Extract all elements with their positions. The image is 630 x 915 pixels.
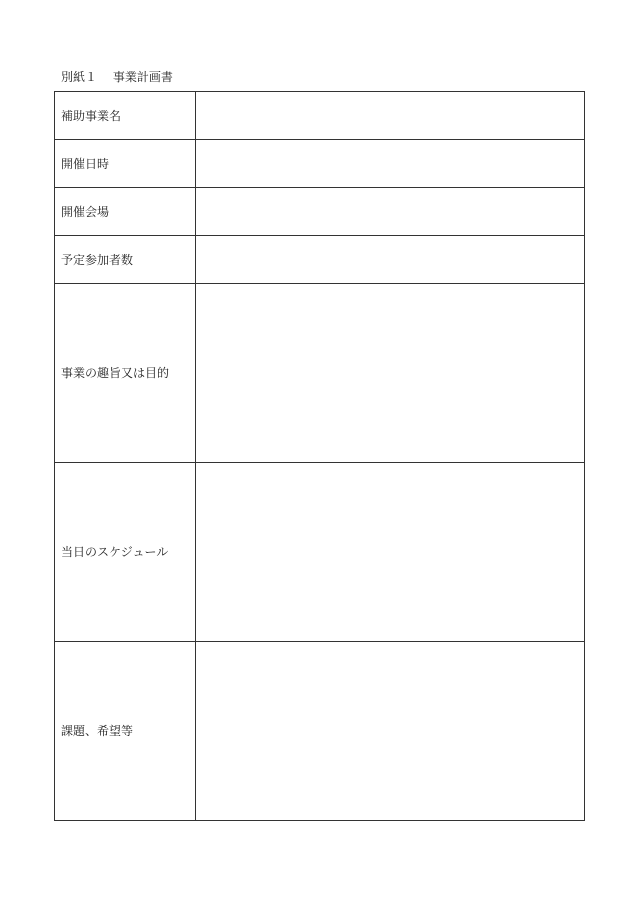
table-row	[55, 92, 585, 140]
field-value-purpose[interactable]	[196, 284, 585, 463]
field-value-schedule[interactable]	[196, 463, 585, 642]
field-value-issues-requests[interactable]	[196, 642, 585, 821]
field-value-date-time[interactable]	[196, 140, 585, 188]
field-label-venue: 開催会場	[55, 188, 196, 236]
table-row	[55, 140, 585, 188]
field-label-schedule: 当日のスケジュール	[55, 463, 196, 642]
field-label-date-time: 開催日時	[55, 140, 196, 188]
field-value-participants[interactable]	[196, 236, 585, 284]
table-row	[55, 463, 585, 642]
table-row	[55, 284, 585, 463]
field-label-participants: 予定参加者数	[55, 236, 196, 284]
document-heading: 別紙１ 事業計画書	[61, 70, 173, 84]
field-label-project-name: 補助事業名	[55, 92, 196, 140]
field-value-venue[interactable]	[196, 188, 585, 236]
field-label-purpose: 事業の趣旨又は目的	[55, 284, 196, 463]
field-label-issues-requests: 課題、希望等	[55, 642, 196, 821]
table-row	[55, 236, 585, 284]
plan-form-table	[54, 91, 585, 821]
table-row	[55, 188, 585, 236]
table-row	[55, 642, 585, 821]
field-value-project-name[interactable]	[196, 92, 585, 140]
